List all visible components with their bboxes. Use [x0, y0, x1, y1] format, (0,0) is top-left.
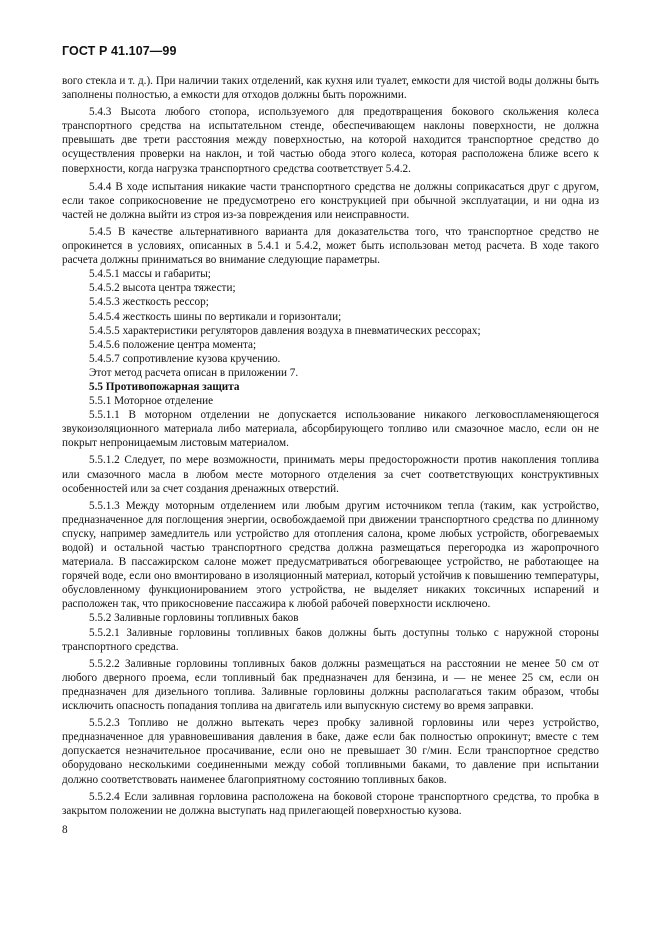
subsection-heading-5-5-1: 5.5.1 Моторное отделение	[89, 395, 214, 408]
list-item-5-4-5-5: 5.4.5.5 характеристики регуляторов давления воздуха в пневматических рессорах;	[89, 324, 481, 337]
section-heading-5-5: 5.5 Противопожарная защита	[89, 380, 240, 393]
list-item-5-4-5-2: 5.4.5.2 высота центра тяжести;	[89, 282, 236, 295]
paragraph-5-4-3: 5.4.3 Высота любого стопора, используемого для предотвращения бокового скольжения колеса транспортного средства на испытательном стенде, обеспечивающем наклоны поверхности, не должна превышать две трети расстояния между поверхностью, на которой находится транспортное средство до осуществления проверки на наклон, и той частью обода этого колеса, которая расположена ближе всего к поверхности, когда нагрузка транспортного средства соответствует 5.4.2.	[62, 106, 599, 175]
list-item-5-4-5-4: 5.4.5.4 жесткость шины по вертикали и горизонтали;	[89, 310, 342, 323]
paragraph-5-4-4: 5.4.4 В ходе испытания никакие части транспортного средства не должны соприкасаться друг с другом, если такое соприкосновение не предусмотрено его конструкцией при обычной эксплуатации, и ни одна из частей не должна выйти из строя из-за повреждения или неисправности.	[62, 180, 599, 221]
paragraph-5-5-2-4: 5.5.2.4 Если заливная горловина расположена на боковой стороне транспортного средства, то пробка в закрытом положении не должна выступать над прилегающей поверхностью кузова.	[62, 790, 599, 817]
list-item-5-4-5-3: 5.4.5.3 жесткость рессор;	[89, 296, 209, 309]
paragraph-5-4-5: 5.4.5 В качестве альтернативного варианта для доказательства того, что транспортное средство не опрокинется в условиях, описанных в 5.4.1 и 5.4.2, может быть использован метод расчета. В ходе такого расчета должны приниматься во внимание следующие параметры.	[62, 225, 599, 267]
paragraph-method-note: Этот метод расчета описан в приложении 7.	[89, 366, 299, 379]
list-item-5-4-5-1: 5.4.5.1 массы и габариты;	[89, 268, 211, 281]
document-body	[62, 74, 599, 818]
list-item-5-4-5-6: 5.4.5.6 положение центра момента;	[89, 338, 257, 351]
paragraph-5-5-1-2: 5.5.1.2 Следует, по мере возможности, принимать меры предосторожности против накопления топлива или смазочного масла в любом месте моторного отделения за счет соответствующих конструктивных особенностей или за счет создания дренажных отверстий.	[62, 454, 599, 495]
paragraph-5-5-2-3: 5.5.2.3 Топливо не должно вытекать через пробку заливной горловины или через устройство, предназначенное для уравновешивания давления в баке, даже если бак полностью опрокинут; вместе с тем допускается незначительное просачивание, если оно не превышает 30 г/мин. Если транспортное средство оборудовано несколькими соединенными между собой топливными баками, то давление при испытании должно соответствовать наименее благоприятному состоянию топливных баков.	[62, 717, 599, 786]
paragraph-5-5-2-2: 5.5.2.2 Заливные горловины топливных баков должны размещаться на расстоянии не менее 50 см от любого дверного проема, если топливный бак предназначен для бензина, и — не менее 25 см, если он предназначен для дизельного топлива. Заливные горловины должны располагаться таким образом, чтобы исключить опасность попадания топлива на двигатель или выпускную систему во время заправки.	[62, 657, 599, 713]
page-number: 8	[62, 824, 68, 836]
subsection-heading-5-5-2: 5.5.2 Заливные горловины топливных баков	[89, 612, 299, 625]
paragraph-5-5-1-3: 5.5.1.3 Между моторным отделением или любым другим источником тепла (таким, как устройство, предназначенное для поглощения энергии, освобождаемой при движении транспортного средства по длинному спуску, например замедлитель или устройство для отопления салона, кроме любых устройств, обогреваемых водой) и остальной частью транспортного средства должна размещаться перегородка из жаропрочного материала. В пассажирском салоне может предусматриваться обогревающее устройство, не работающее на горячей воде, если оно вмонтировано в изоляционный материал, который устойчив к повышению температуры, обусловленному функционированием этого устройства, не выделяет никаких токсичных испарений и расположен так, что прикосновение пассажира к любой рабочей поверхности исключено.	[62, 499, 599, 611]
page-header-title: ГОСТ Р 41.107—99	[62, 44, 177, 58]
paragraph-5-5-1-1: 5.5.1.1 В моторном отделении не допускается использование никакого легковоспламеняющегося звукоизоляционного материала либо материала, абсорбирующего топливо или смазочное масло, если он не покрыт непроницаемым листовым материалом.	[62, 409, 599, 450]
list-item-5-4-5-7: 5.4.5.7 сопротивление кузова кручению.	[89, 352, 281, 365]
paragraph-continuation: вого стекла и т. д.). При наличии таких отделений, как кухня или туалет, емкости для чистой воды должны быть заполнены полностью, а емкости для отходов должны быть порожними.	[62, 75, 599, 102]
paragraph-5-5-2-1: 5.5.2.1 Заливные горловины топливных баков должны быть доступны только с наружной стороны транспортного средства.	[62, 626, 599, 653]
